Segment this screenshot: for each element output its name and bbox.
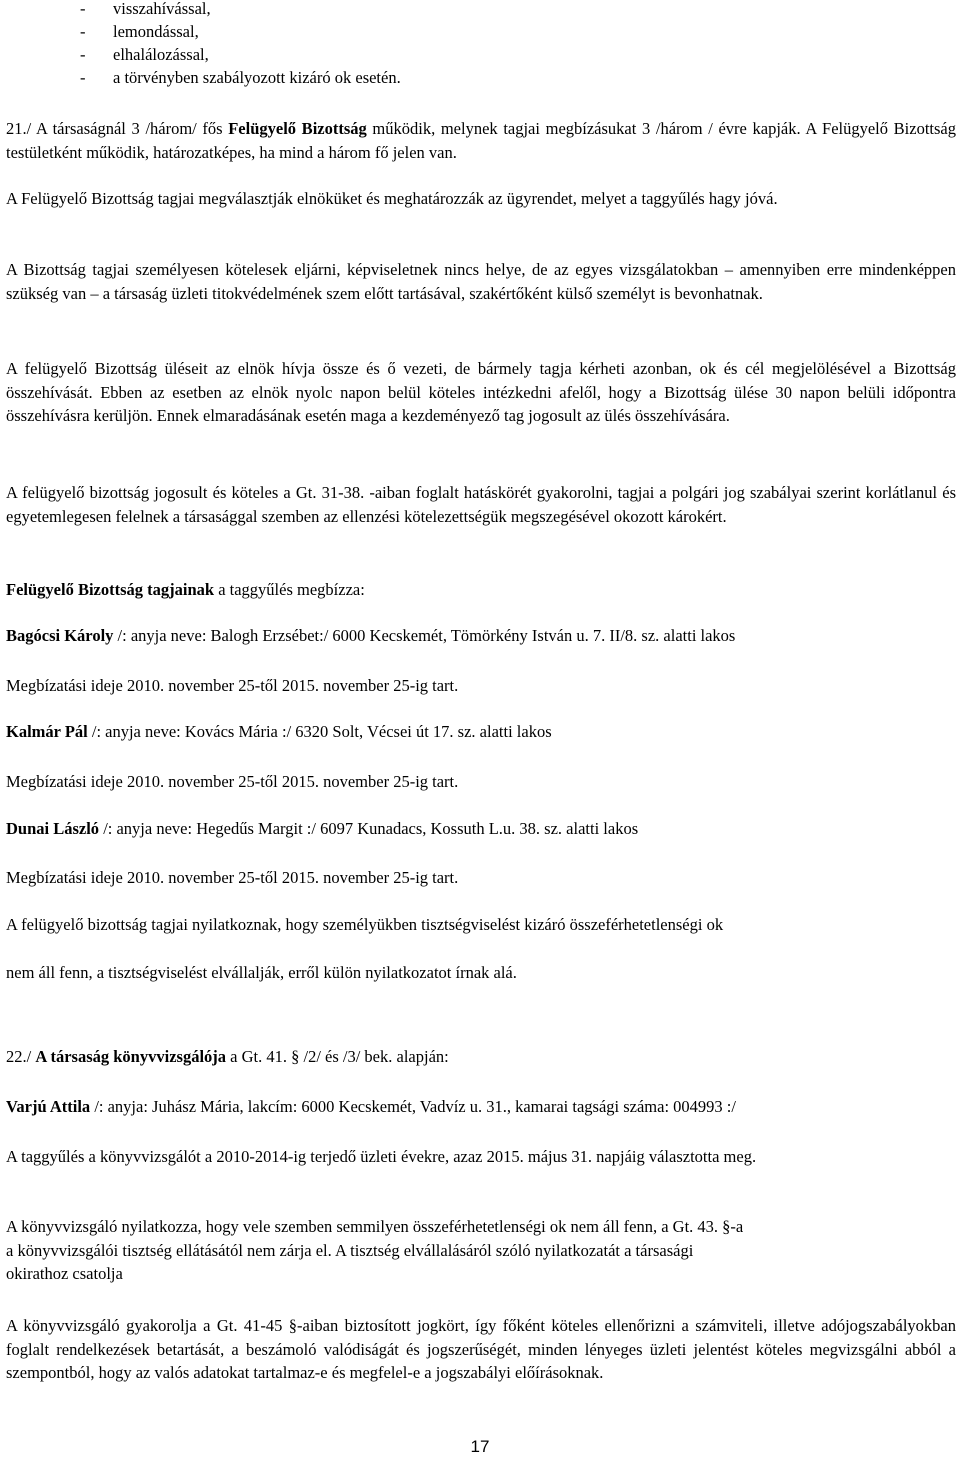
termination-list bbox=[80, 0, 401, 89]
list-item: - visszahívással, bbox=[80, 0, 211, 18]
auditor-declaration-paragraph: A könyvvizsgáló nyilatkozza, hogy vele szemben semmilyen összeférhetetlenségi ok nem áll fenn, a Gt. 43. §-a a könyvvizsgálói tisztség ellátásától nem zárja el. A tisztség elvállalásáról szóló nyilatkozatát a társasági okirathoz csatolja bbox=[6, 1217, 744, 1284]
member-duties-paragraph: A Bizottság tagjai személyesen kötelesek eljárni, képviseletnek nincs helye, de az egyes vizsgálatokban – amennyiben erre mindenképpen szükség van – a társaság üzleti titokvédelmének szem előtt tartásával, szakértőként külső személyt is bevonhatnak. bbox=[6, 260, 956, 303]
auditor-term-paragraph: A taggyűlés a könyvvizsgálót a 2010-2014-ig terjedő üzleti évekre, azaz 2015. május 31. napjáig választotta meg. bbox=[6, 1147, 757, 1166]
section-22-heading: 22./ A társaság könyvvizsgálója a Gt. 41. § /2/ és /3/ bek. alapján: bbox=[6, 1047, 449, 1066]
member-3: Dunai László /: anyja neve: Hegedűs Margit :/ 6097 Kunadacs, Kossuth L.u. 38. sz. alatti lakos bbox=[6, 819, 639, 838]
member-2: Kalmár Pál /: anyja neve: Kovács Mária :/ 6320 Solt, Vécsei út 17. sz. alatti lakos bbox=[6, 722, 552, 741]
liability-paragraph: A felügyelő bizottság jogosult és köteles a Gt. 31-38. -aiban foglalt hatáskörét gyakorolni, tagjai a polgári jog szabályai szerint korlátlanul és egyetemlegesen felelnek a társasággal szemben az ellenzési kötelezettségük megszegésével okozott károkért. bbox=[6, 483, 956, 526]
auditor-details: Varjú Attila /: anyja: Juhász Mária, lakcím: 6000 Kecskemét, Vadvíz u. 31., kamarai tagsági száma: 004993 :/ bbox=[6, 1097, 736, 1116]
meeting-paragraph: A felügyelő Bizottság üléseit az elnök hívja össze és ő vezeti, de bármely tagja kérheti azonban, ok és cél megjelölésével a Bizottság összehívását. Ebben az esetben az elnök nyolc napon belül köteles intézkedni afelől, hogy a Bizottság ülése 30 napon belüli időpontra összehívásra kerüljön. Ennek elmaradásának esetén maga a kezdeményező tag jogosult az ülés összehívására. bbox=[6, 359, 956, 426]
chair-election-paragraph: A Felügyelő Bizottság tagjai megválasztják elnöküket és meghatározzák az ügyrendet, melyet a taggyűlés hagy jóvá. bbox=[6, 189, 778, 208]
list-item: - a törvényben szabályozott kizáró ok esetén. bbox=[80, 68, 401, 87]
members-intro: Felügyelő Bizottság tagjainak a taggyűlés megbízza: bbox=[6, 580, 365, 599]
member-2-term: Megbízatási ideje 2010. november 25-től 2015. november 25-ig tart. bbox=[6, 772, 459, 791]
member-1: Bagócsi Károly /: anyja neve: Balogh Erzsébet:/ 6000 Kecskemét, Tömörkény István u. 7. II/8. sz. alatti lakos bbox=[6, 626, 736, 645]
member-1-term: Megbízatási ideje 2010. november 25-től 2015. november 25-ig tart. bbox=[6, 676, 459, 695]
list-item: - lemondással, bbox=[80, 22, 199, 41]
page-number: 17 bbox=[470, 1437, 490, 1456]
declaration-line-1: A felügyelő bizottság tagjai nyilatkoznak, hogy személyükben tisztségviselést kizáró összeférhetetlenségi ok bbox=[6, 915, 724, 934]
declaration-line-2: nem áll fenn, a tisztségviselést elvállalják, erről külön nyilatkozatot írnak alá. bbox=[6, 963, 517, 982]
section-21-paragraph: 21./ A társaságnál 3 /három/ fős Felügyelő Bizottság működik, melynek tagjai megbízásukat 3 /három / évre kapják. A Felügyelő Bizottság testületként működik, határozatképes, ha mind a három fő jelen van. bbox=[6, 119, 956, 162]
auditor-powers-paragraph: A könyvvizsgáló gyakorolja a Gt. 41-45 §-aiban biztosított jogkört, így főként köteles ellenőrizni a számviteli, illetve adójogszabályokban foglalt rendelkezések betartását, a beszámoló valódiságát és jogszerűségét, minden lényeges üzleti jelentést köteles megvizsgálni abból a szempontból, hogy az valós adatokat tartalmaz-e és megfelel-e a jogszabályi előírásoknak. bbox=[6, 1316, 956, 1383]
list-item: - elhalálozással, bbox=[80, 45, 209, 64]
member-3-term: Megbízatási ideje 2010. november 25-től 2015. november 25-ig tart. bbox=[6, 868, 459, 887]
